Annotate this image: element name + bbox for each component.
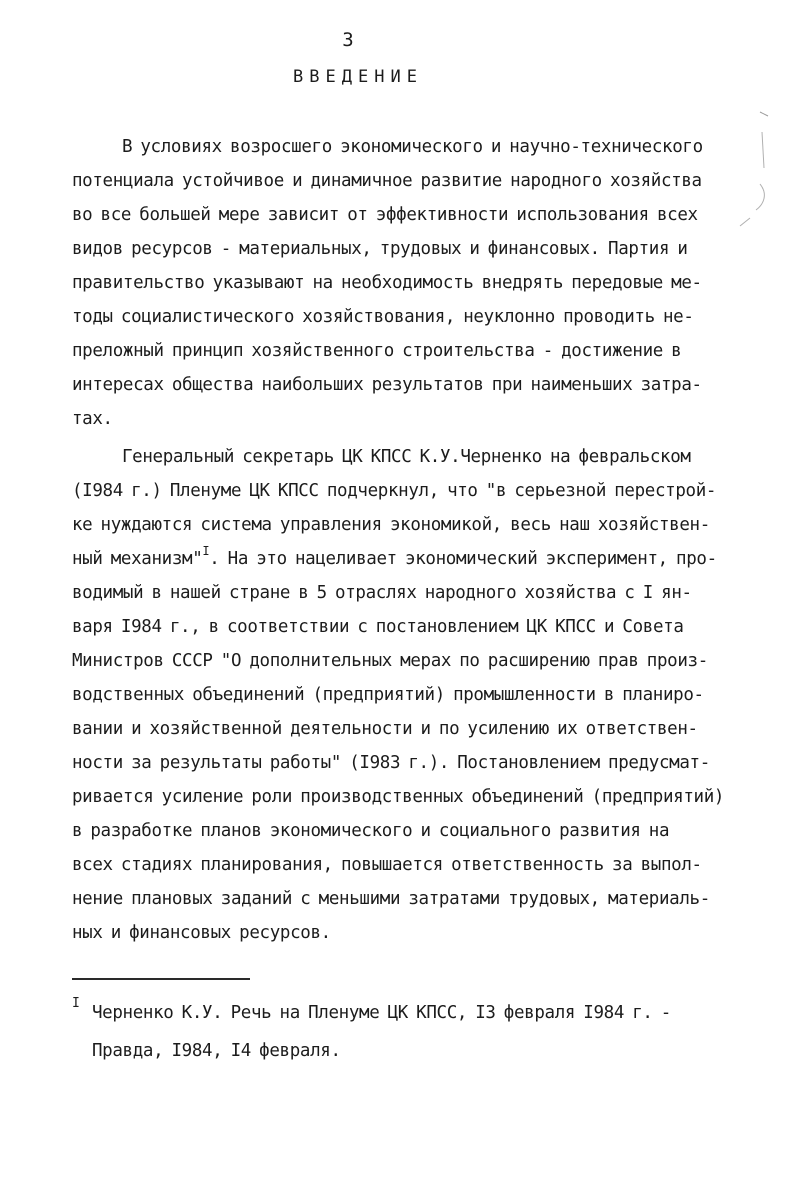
text-fragment: . На это нацеливает экономический эксперимент, про- [209,549,717,569]
text-line: ности за результаты работы" (I983 г.). Постановлением предусмат- [72,753,710,773]
text-line: (I984 г.) Пленуме ЦК КПСС подчеркнул, что "в серьезной перестрой- [72,481,717,501]
text-line: Министров СССР "О дополнительных мерах по расширению прав произ- [72,651,708,671]
pencil-margin-mark-icon [738,108,778,238]
page-number: 3 [342,29,354,51]
text-line: ке нуждаются система управления экономикой, весь наш хозяйствен- [72,515,710,535]
text-line: тах. [72,409,113,429]
section-title: ВВЕДЕНИЕ [293,67,423,87]
text-line-with-footnote [72,542,752,576]
footnote-reference: I [202,544,210,558]
footnote-line: Правда, I984, I4 февраля. [92,1041,341,1061]
text-line: тоды социалистического хозяйствования, неуклонно проводить не- [72,307,694,327]
text-fragment: ный механизм" [72,549,203,569]
text-line: в разработке планов экономического и социального развития на [72,821,670,841]
text-line: водимый в нашей стране в 5 отраслях народного хозяйства с I ян- [72,583,692,603]
text-line: варя I984 г., в соответствии с постановлением ЦК КПСС и Совета [72,617,684,637]
text-line: ных и финансовых ресурсов. [72,923,331,943]
footnote-line: Черненко К.У. Речь на Пленуме ЦК КПСС, I3 февраля I984 г. - [92,1003,671,1023]
footnote-mark: I [72,996,80,1011]
text-line: всех стадиях планирования, повышается ответственность за выпол- [72,855,702,875]
text-line: во все большей мере зависит от эффективности использования всех [72,205,698,225]
text-line: потенциала устойчивое и динамичное развитие народного хозяйства [72,171,702,191]
text-line: правительство указывают на необходимость внедрять передовые ме- [72,273,702,293]
text-line: В условиях возросшего экономического и научно-технического [122,137,703,157]
text-line: вании и хозяйственной деятельности и по усилению их ответствен- [72,719,698,739]
text-line: видов ресурсов - материальных, трудовых и финансовых. Партия и [72,239,688,259]
text-line: Генеральный секретарь ЦК КПСС К.У.Черненко на февральском [122,447,691,467]
text-line: водственных объединений (предприятий) промышленности в планиро- [72,685,704,705]
text-line: преложный принцип хозяйственного строительства - достижение в [72,341,682,361]
footnote-separator [72,978,250,980]
text-line: интересах общества наибольших результатов при наименьших затра- [72,375,702,395]
text-line: нение плановых заданий с меньшими затратами трудовых, материаль- [72,889,710,909]
text-line: ривается усиление роли производственных объединений (предприятий) [72,787,725,807]
